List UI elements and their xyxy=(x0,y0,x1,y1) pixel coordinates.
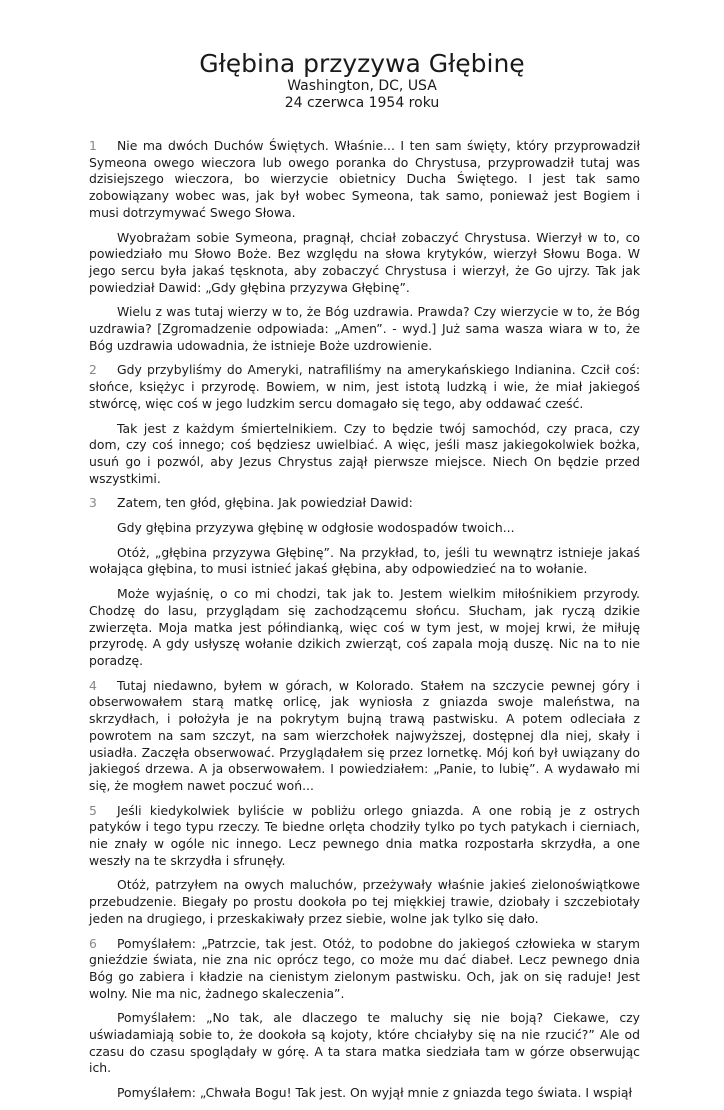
paragraph-number: 5 xyxy=(89,802,97,818)
paragraph-text: Wielu z was tutaj wierzy w to, że Bóg uzdrawia. Prawda? Czy wierzycie w to, że Bóg uzdrawia? [Zgromadzenie odpowiada: „Amen”. - wyd.] Już sama wasza wiara w to, że Bóg uzdrawia udowadnia, że istnieje Boże uzdrowienie. xyxy=(89,304,640,353)
paragraph-text: Zatem, ten głód, głębina. Jak powiedział Dawid: xyxy=(117,495,413,511)
paragraph-text: Wyobrażam sobie Symeona, pragnął, chciał zobaczyć Chrystusa. Wierzył w to, co powiedziało mu Słowo Boże. Bez względu na słowa krytyków, wierzył Słowu Boga. W jego sercu była jakaś tęsknota, aby zobaczyć Chrystusa i wierzył, że Go ujrzy. Tak jak powiedział Dawid: „Gdy głębina przyzywa Głębinę”. xyxy=(89,229,640,295)
paragraph-text: Pomyślałem: „Chwała Bogu! Tak jest. On wyjął mnie z gniazda tego świata. I wspiął xyxy=(117,1085,632,1101)
paragraph-number: 2 xyxy=(89,362,97,378)
sermon-title: Głębina przyzywa Głębinę xyxy=(199,49,525,78)
paragraph-number: 3 xyxy=(89,495,97,511)
paragraph-text: Pomyślałem: „No tak, ale dlaczego te maluchy się nie boją? Ciekawe, czy uświadamiają sobie to, że dookoła są kojoty, które chciałyby się na nie rzucić?” Ale od czasu do czasu spoglądały w górę. A ta stara matka siedziała tam w górze obserwując ich. xyxy=(89,1010,640,1076)
sermon-location: Washington, DC, USA xyxy=(287,78,437,94)
paragraph-number: 4 xyxy=(89,677,97,693)
paragraph xyxy=(89,304,640,354)
paragraph xyxy=(89,678,640,795)
paragraph xyxy=(89,362,640,412)
paragraph-text: Otóż, „głębina przyzywa Głębinę”. Na przykład, to, jeśli tu wewnątrz istnieje jakaś wołająca głębina, to musi istnieć jakaś głębina, aby odpowiedzieć na to wołanie. xyxy=(89,544,640,577)
paragraph xyxy=(89,877,640,927)
paragraph xyxy=(89,1085,640,1102)
paragraph-text: Otóż, patrzyłem na owych maluchów, przeżywały właśnie jakieś zielonoświątkowe przebudzenie. Biegały po prostu dookoła po tej miękkiej trawie, dziobały i szczebiotały jeden na drugiego, i przeskakiwały przez siebie, wolne jak tylko się dało. xyxy=(89,877,640,926)
paragraph xyxy=(89,1010,640,1077)
paragraph-number: 6 xyxy=(89,935,97,951)
paragraph-text: Nie ma dwóch Duchów Świętych. Właśnie... I ten sam święty, który przyprowadził Symeona owego wieczora lub owego poranka do Chrystusa, przyprowadził tutaj was dzisiejszego wieczora, bo wierzycie obietnicy Ducha Świętego. I jest tak samo zobowiązany wobec was, jak był wobec Symeona, tak samo, ponieważ jest Bogiem i musi dotrzymywać Swego Słowa. xyxy=(89,138,640,220)
paragraph xyxy=(89,936,640,1003)
sermon-body xyxy=(89,138,640,1110)
paragraph xyxy=(89,586,640,670)
document-header xyxy=(0,0,724,112)
paragraph xyxy=(89,230,640,297)
paragraph-text: Gdy głębina przyzywa głębinę w odgłosie wodospadów twoich... xyxy=(117,520,515,536)
sermon-date: 24 czerwca 1954 roku xyxy=(284,95,440,111)
paragraph-text: Może wyjaśnię, o co mi chodzi, tak jak to. Jestem wielkim miłośnikiem przyrody. Chodzę do lasu, przyglądam się zachodzącemu słońcu. Słucham, jak ryczą dzikie zwierzęta. Moja matka jest półindianką, więc coś w tym jest, w mojej krwi, że miłuję przyrodę. A gdy usłyszę wołanie dzikich zwierząt, coś zapala moją duszę. Nic na to nie poradzę. xyxy=(89,586,640,668)
paragraph xyxy=(89,138,640,222)
paragraph xyxy=(89,421,640,488)
paragraph xyxy=(89,495,640,512)
paragraph xyxy=(89,803,640,870)
paragraph xyxy=(89,545,640,578)
paragraph-text: Tak jest z każdym śmiertelnikiem. Czy to będzie twój samochód, czy praca, czy dom, czy coś innego; coś będziesz uwielbiać. A więc, jeśli masz jakiegokolwiek bożka, usuń go i pozwól, aby Jezus Chrystus zajął pierwsze miejsce. Niech On będzie przed wszystkimi. xyxy=(89,420,640,486)
paragraph-text: Pomyślałem: „Patrzcie, tak jest. Otóż, to podobne do jakiegoś człowieka w starym gnieździe świata, nie zna nic oprócz tego, co może mu dać diabeł. Lecz pewnego dnia Bóg go zabiera i kładzie na cienistym zielonym pastwisku. Och, jak on się raduje! Jest wolny. Nie ma nic, żadnego skaleczenia”. xyxy=(89,935,640,1001)
paragraph xyxy=(89,520,640,537)
paragraph-text: Tutaj niedawno, byłem w górach, w Kolorado. Stałem na szczycie pewnej góry i obserwowałem starą matkę orlicę, jak wyniosła z gniazda swoje maleństwa, na skrzydłach, i położyła je na pokrytym bujną trawą pastwisku. A potem odleciała z powrotem na sam szczyt, na sam wierzchołek najwyższej, dostępnej dla niej, skały i usiadła. Zaczęła obserwować. Przyglądałem się przez lornetkę. Mój koń był uwiązany do jakiegoś drzewa. A ja obserwowałem. I powiedziałem: „Panie, to lubię”. A wydawało mi się, że mogłem nawet poczuć woń... xyxy=(89,677,640,793)
paragraph-text: Jeśli kiedykolwiek byliście w pobliżu orlego gniazda. A one robią je z ostrych patyków i tego typu rzeczy. Te biedne orlęta chodziły tylko po tych patykach i cierniach, nie znały w ogóle nic innego. Lecz pewnego dnia matka rozpostarła skrzydła, a one weszły na te skrzydła i sfrunęły. xyxy=(89,802,640,868)
paragraph-number: 1 xyxy=(89,138,97,153)
paragraph-text: Gdy przybyliśmy do Ameryki, natrafiliśmy na amerykańskiego Indianina. Czcił coś: słońce, księżyc i przyrodę. Bowiem, w nim, jest istotą ludzką i wie, że miał jakiegoś stwórcę, więc coś w jego ludzkim sercu domagało się tego, aby oddawać cześć. xyxy=(89,362,640,411)
